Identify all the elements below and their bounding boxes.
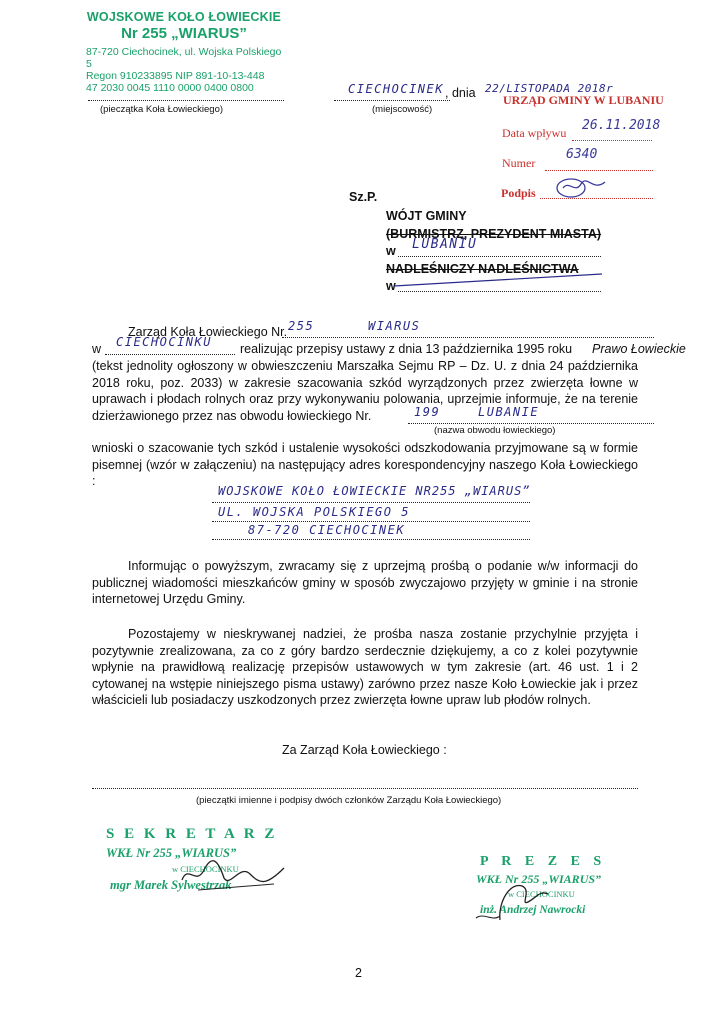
prezes-name: inż. Andrzej Nawrocki (480, 904, 586, 916)
sekretarz-title: S E K R E T A R Z (106, 826, 278, 842)
stamp-line-number: Nr 255 „WIARUS” (121, 25, 247, 42)
place-dotted-line (334, 100, 450, 101)
incoming-signature-icon (553, 174, 613, 200)
recipient-line-nadlesniczy: NADLEŚNICZY NADLEŚNICTWA (386, 262, 579, 276)
recipient-salutation: Sz.P. (349, 190, 378, 204)
stamp-line-org: WOJSKOWE KOŁO ŁOWIECKIE (86, 10, 282, 24)
recipient-line-burmistrz: (BURMISTRZ, PREZYDENT MIASTA) (386, 227, 602, 241)
p1-w: w (92, 342, 102, 356)
p1-name-handwritten: WIARUS (368, 319, 421, 333)
prezes-signature-icon (470, 872, 570, 924)
recipient-line-wojt: WÓJT GMINY (386, 209, 467, 223)
incoming-sign-label: Podpis (501, 186, 536, 200)
sekretarz-org: WKŁ Nr 255 „WIARUS” (106, 846, 237, 860)
incoming-date-value: 26.11.2018 (582, 118, 661, 133)
p1-name-dots (282, 337, 654, 338)
incoming-number-value: 6340 (566, 147, 598, 162)
date-handwritten: 22/LISTOPADA 2018r (485, 82, 614, 95)
prezes-place: w CIECHOCINKU (508, 889, 575, 899)
p1-body: (tekst jednolity ogłoszony w obwieszczeniu Marszałka Sejmu RP – Dz. U. z dnia 24 października 2018 roku, poz. 2033) w zakresie szacowania szkód wyrządzonych przez zwierzęta łowne w uprawach i płodach rolnych oraz przy wykonywaniu polowania, uprzejmie informuje, że na terenie dzierżawionego przez nas obwodu łowieckiego Nr. (92, 359, 638, 423)
incoming-number-dots (545, 170, 653, 171)
p1-place-dots (105, 354, 235, 355)
address-line-3: 87-720 CIECHOCINEK (248, 523, 406, 537)
p1-obwod-name-handwritten: LUBANIE (478, 405, 540, 419)
incoming-number-label: Numer (502, 156, 536, 170)
stamp-line-regon: Regon 910233895 NIP 891-10-13-448 (86, 70, 265, 82)
address-dots-3 (212, 539, 530, 540)
p4-body: Pozostajemy w nieskrywanej nadziei, że prośba nasza zostanie przychylnie przyjęta i pozytywnie zrealizowana, za co z góry bardzo serdecznie dziękujemy, a co z kolei pozytywnie wpłynie na prawidłową realizację przepisów ustawowych w tym zakresie (art. 46 ust. 1 i 2 cytowanej na wstępie niniejszego pisma ustawy) zarówno przez nasze Koło Łowieckie jak i przez właścicieli lub posiadaczy uszkodzonych przez zwierzęta łowne upraw lub płodów rolnych. (92, 627, 638, 707)
p1-realizujac: realizując przepisy ustawy z dnia 13 października 1995 roku (240, 342, 573, 356)
prezes-org: WKŁ Nr 255 „WIARUS” (476, 872, 602, 886)
sekretarz-name: mgr Marek Sylwestrzak (110, 878, 232, 892)
p1-obwod-dots (408, 423, 654, 424)
address-dots-2 (212, 521, 530, 522)
sekretarz-place: w CIECHOCINKU (172, 864, 239, 874)
prezes-title: P R E Z E S (480, 854, 607, 869)
date-label: , dnia (445, 86, 476, 100)
page-number: 2 (355, 966, 362, 980)
stamp-dotted-line (88, 100, 284, 101)
closing-line: Za Zarząd Koła Łowieckiego : (282, 743, 447, 757)
recipient-place-handwritten: LUBANIU (412, 237, 478, 252)
p1-place-handwritten: CIECHOCINKU (116, 335, 212, 349)
stamp-line-account: 47 2030 0045 1110 0000 0400 0800 (86, 82, 254, 94)
recipient-prefix-w2: w (386, 279, 396, 293)
header-stamp (84, 10, 284, 94)
incoming-date-dots (572, 140, 652, 141)
stamp-line-address: 87-720 Ciechocinek, ul. Wojska Polskiego 5 (86, 46, 282, 70)
incoming-office: URZĄD GMINY W LUBANIU (503, 93, 664, 107)
strike-scribble-icon (392, 268, 612, 292)
stamp-caption: (pieczątka Koła Łowieckiego) (100, 104, 224, 115)
place-caption: (miejscowość) (372, 104, 433, 115)
obwod-caption: (nazwa obwodu łowieckiego) (434, 425, 556, 436)
recipient-w-dots (398, 256, 601, 257)
incoming-date-label: Data wpływu (502, 126, 567, 140)
address-dots-1 (212, 502, 530, 503)
sekretarz-signature-icon (178, 856, 288, 896)
place-handwritten: CIECHOCINEK (348, 82, 444, 96)
address-line-1: WOJSKOWE KOŁO ŁOWIECKIE NR255 „WIARUS” (218, 484, 531, 498)
p3-body: Informując o powyższym, zwracamy się z uprzejmą prośbą o podanie w/w informacji do publicznej wiadomości mieszkańców gminy w sposób zwyczajowo przyjęty w gminie i na stronie internetowej Urzędu Gminy. (92, 559, 638, 606)
signature-dots (92, 788, 638, 789)
p1-obwod-number-handwritten: 199 (414, 405, 441, 419)
p1-number-handwritten: 255 (288, 319, 315, 333)
address-line-2: UL. WOJSKA POLSKIEGO 5 (218, 505, 410, 519)
signature-caption: (pieczątki imienne i podpisy dwóch członków Zarządu Koła Łowieckiego) (196, 795, 502, 806)
p1-intro: Zarząd Koła Łowieckiego Nr. (128, 325, 288, 339)
recipient-prefix-w: w (386, 244, 396, 258)
p1-law-name: Prawo Łowieckie (592, 342, 686, 356)
p2-body: wnioski o szacowanie tych szkód i ustalenie wysokości odszkodowania przyjmowane są w formie pisemnej (wzór w załączeniu) na następujący adres korespondencyjny naszego Koła Łowieckiego : (92, 441, 638, 488)
